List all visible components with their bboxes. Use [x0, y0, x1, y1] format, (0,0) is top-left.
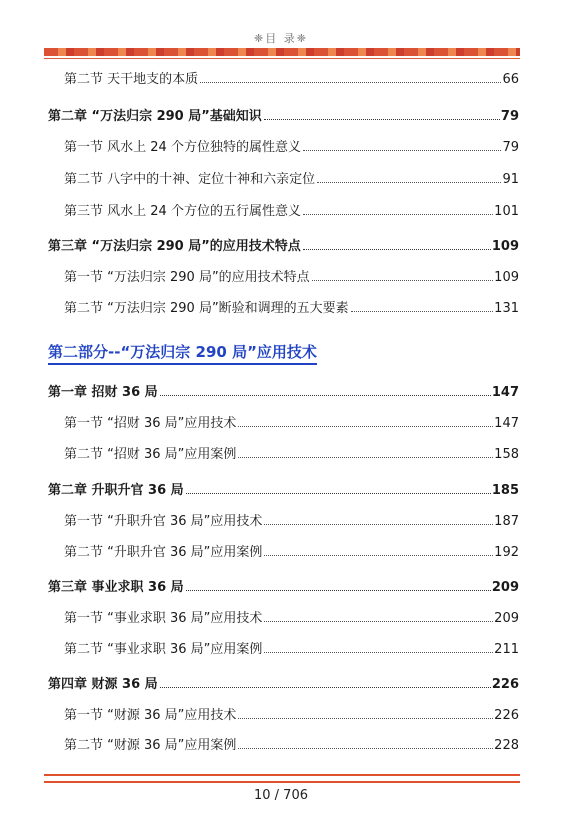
- toc-entry-page: 147: [494, 416, 519, 431]
- toc-entry-page: 109: [494, 270, 519, 285]
- toc-entry-title: 第一节 “升职升官 36 局”应用技术: [64, 514, 263, 529]
- dot-leader: [264, 555, 493, 556]
- dot-leader: [303, 249, 491, 250]
- dot-leader: [303, 150, 502, 151]
- toc-entry-page: 131: [494, 301, 519, 316]
- toc-entry-section[interactable]: [64, 733, 519, 753]
- toc-entry-title: 第三节 风水上 24 个方位的五行属性意义: [64, 204, 301, 219]
- toc-entry-title: 第二节 “万法归宗 290 局”断验和调理的五大要素: [64, 301, 349, 316]
- dot-leader: [264, 621, 493, 622]
- dot-leader: [200, 82, 501, 83]
- toc-entry-section[interactable]: [64, 135, 519, 155]
- toc-entry-section[interactable]: [64, 199, 519, 219]
- toc-entry-page: 147: [491, 385, 519, 400]
- toc-entry-page: 228: [494, 738, 519, 753]
- toc-entry-section[interactable]: [64, 167, 519, 187]
- dot-leader: [317, 182, 501, 183]
- toc-entry-chapter[interactable]: [48, 672, 519, 692]
- toc-entry-chapter[interactable]: [48, 380, 519, 400]
- dot-leader: [238, 426, 493, 427]
- toc-entry-page: 187: [494, 514, 519, 529]
- toc-entry-title: 第二章 “万法归宗 290 局”基础知识: [48, 109, 262, 124]
- dot-leader: [160, 395, 491, 396]
- toc-entry-page: 226: [491, 677, 519, 692]
- toc-entry-title: 第三章 事业求职 36 局: [48, 580, 184, 595]
- toc-entry-title: 第二节 八字中的十神、定位十神和六亲定位: [64, 172, 316, 187]
- dot-leader: [238, 748, 493, 749]
- toc-entry-page: 79: [500, 109, 519, 124]
- toc-entry-chapter[interactable]: [48, 575, 519, 595]
- dot-leader: [264, 524, 493, 525]
- toc-entry-section[interactable]: [64, 67, 519, 87]
- toc-entry-page: 79: [502, 140, 519, 155]
- dot-leader: [186, 493, 491, 494]
- toc-entry-page: 209: [491, 580, 519, 595]
- toc-entry-page: 109: [491, 239, 519, 254]
- toc-entry-page: 101: [494, 204, 519, 219]
- toc-entry-title: 第二章 升职升官 36 局: [48, 483, 184, 498]
- page-header: ❈目 录❈: [254, 32, 308, 45]
- toc-entry-title: 第四章 财源 36 局: [48, 677, 158, 692]
- header-rule: [44, 48, 520, 56]
- dot-leader: [186, 590, 491, 591]
- toc-entry-page: 209: [494, 611, 519, 626]
- dot-leader: [238, 457, 493, 458]
- toc-entry-page: 158: [494, 447, 519, 462]
- toc-entry-title: 第一节 “财源 36 局”应用技术: [64, 708, 237, 723]
- toc-entry-section[interactable]: [64, 296, 519, 316]
- toc-entry-page: 226: [494, 708, 519, 723]
- footer-rule: [44, 774, 520, 783]
- part-heading[interactable]: 第二部分--“万法归宗 290 局”应用技术: [48, 341, 317, 365]
- toc-entry-title: 第二节 “招财 36 局”应用案例: [64, 447, 237, 462]
- toc-entry-section[interactable]: [64, 540, 519, 560]
- dot-leader: [264, 652, 493, 653]
- toc-entry-title: 第一章 招财 36 局: [48, 385, 158, 400]
- toc-entry-section[interactable]: [64, 411, 519, 431]
- dot-leader: [264, 119, 500, 120]
- toc-entry-title: 第一节 “万法归宗 290 局”的应用技术特点: [64, 270, 310, 285]
- toc-entry-page: 185: [491, 483, 519, 498]
- toc-entry-section[interactable]: [64, 703, 519, 723]
- toc-entry-section[interactable]: [64, 637, 519, 657]
- toc-entry-page: 192: [494, 545, 519, 560]
- toc-entry-title: 第二节 天干地支的本质: [64, 72, 199, 87]
- toc-entry-section[interactable]: [64, 265, 519, 285]
- toc-entry-page: 66: [502, 72, 519, 87]
- dot-leader: [160, 687, 491, 688]
- toc-entry-section[interactable]: [64, 509, 519, 529]
- toc-entry-page: 211: [494, 642, 519, 657]
- page-number: 10 / 706: [254, 788, 308, 803]
- toc-entry-chapter[interactable]: [48, 478, 519, 498]
- dot-leader: [312, 280, 493, 281]
- dot-leader: [238, 718, 493, 719]
- toc-entry-title: 第三章 “万法归宗 290 局”的应用技术特点: [48, 239, 301, 254]
- toc-entry-title: 第一节 风水上 24 个方位独特的属性意义: [64, 140, 301, 155]
- toc-entry-page: 91: [502, 172, 519, 187]
- toc-entry-chapter[interactable]: [48, 234, 519, 254]
- toc-entry-section[interactable]: [64, 442, 519, 462]
- toc-entry-title: 第二节 “升职升官 36 局”应用案例: [64, 545, 263, 560]
- toc-entry-title: 第一节 “事业求职 36 局”应用技术: [64, 611, 263, 626]
- toc-entry-title: 第二节 “财源 36 局”应用案例: [64, 738, 237, 753]
- toc-entry-chapter[interactable]: [48, 104, 519, 124]
- toc-entry-title: 第一节 “招财 36 局”应用技术: [64, 416, 237, 431]
- dot-leader: [303, 214, 493, 215]
- toc-entry-title: 第二节 “事业求职 36 局”应用案例: [64, 642, 263, 657]
- dot-leader: [351, 311, 493, 312]
- toc-entry-section[interactable]: [64, 606, 519, 626]
